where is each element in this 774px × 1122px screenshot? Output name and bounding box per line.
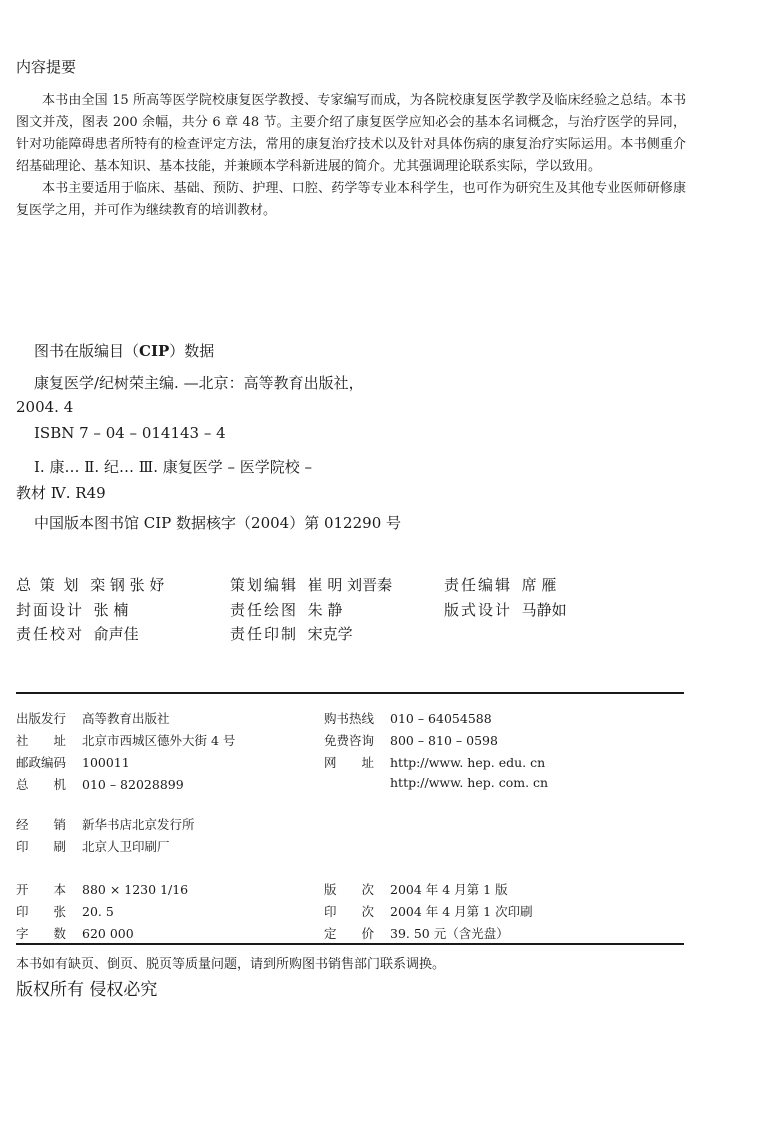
pub-postcode	[16, 753, 130, 771]
credit-responsible-editor	[444, 574, 556, 595]
summary-title: 内容提要	[16, 58, 77, 76]
credit-name: 俞声佳	[93, 625, 139, 643]
credit-name: 宋克学	[307, 625, 353, 643]
pub-key: 总 机	[16, 777, 67, 792]
cip-heading-cip: CIP	[139, 342, 170, 360]
cip-heading-pre: 图书在版编目（	[34, 342, 140, 360]
pub-key: 邮政编码	[16, 755, 67, 770]
cip-line-6: 中国版本图书馆 CIP 数据核字（2004）第 012290 号	[34, 514, 402, 532]
credit-label: 责任校对	[16, 625, 85, 643]
pub-key: 开 本	[16, 882, 67, 897]
credit-name: 张 楠	[93, 601, 129, 619]
pub-value: 010 – 64054588	[390, 711, 492, 726]
pub-distributor	[16, 815, 195, 833]
quality-notice: 本书如有缺页、倒页、脱页等质量问题，请到所购图书销售部门联系调换。	[16, 957, 446, 972]
pub-key: 出版发行	[16, 711, 67, 726]
pub-key: 印 次	[324, 904, 375, 919]
cip-heading-post: ）数据	[169, 342, 215, 360]
cip-line-3: ISBN 7 – 04 – 014143 – 4	[34, 424, 226, 442]
credit-printing	[230, 623, 353, 644]
credit-label: 责任编辑	[444, 576, 513, 594]
pub-value: 620 000	[82, 926, 134, 941]
credit-cover-design	[16, 599, 128, 620]
pub-value: 2004 年 4 月第 1 版	[390, 882, 508, 897]
credit-label: 总 策 划	[16, 576, 81, 594]
pub-value: 2004 年 4 月第 1 次印刷	[390, 904, 533, 919]
pub-value: 新华书店北京发行所	[82, 817, 195, 832]
pub-key: 经 销	[16, 817, 67, 832]
copyright-notice: 版权所有 侵权必究	[16, 980, 158, 1000]
credit-planning-editor	[230, 574, 392, 595]
pub-address	[16, 731, 235, 749]
pub-key: 购书热线	[324, 711, 375, 726]
pub-value: 800 – 810 – 0598	[390, 733, 498, 748]
cip-line-1: 康复医学/纪树荣主编. —北京：高等教育出版社，	[34, 374, 364, 392]
pub-value: 高等教育出版社	[82, 711, 170, 726]
pub-value: 20. 5	[82, 904, 114, 919]
pub-value: 北京市西城区德外大街 4 号	[82, 733, 236, 748]
pub-value: 北京人卫印刷厂	[82, 839, 170, 854]
credit-label: 责任绘图	[230, 601, 299, 619]
spec-price	[324, 924, 509, 942]
credit-label: 责任印制	[230, 625, 299, 643]
credit-label: 封面设计	[16, 601, 85, 619]
pub-value: http://www. hep. edu. cn	[390, 755, 546, 770]
summary-paragraph-2: 本书主要适用于临床、基础、预防、护理、口腔、药学等专业本科学生，也可作为研究生及其他专业医师研修康复医学之用，并可作为继续教育的培训教材。	[16, 181, 686, 218]
credit-layout-design	[444, 599, 567, 620]
pub-value: http://www. hep. com. cn	[390, 775, 549, 790]
pub-key: 社 址	[16, 733, 67, 748]
pub-switchboard	[16, 775, 184, 793]
pub-key: 字 数	[16, 926, 67, 941]
pub-key: 网 址	[324, 755, 375, 770]
pub-value: 100011	[82, 755, 130, 770]
cip-line-5: 教材 Ⅳ. R49	[16, 484, 106, 502]
credit-name: 席 雁	[521, 576, 557, 594]
pub-value: 880 × 1230 1/16	[82, 882, 189, 897]
credit-name: 朱 静	[307, 601, 343, 619]
pub-key: 免费咨询	[324, 733, 375, 748]
cip-heading	[34, 340, 214, 361]
pub-free-consult	[324, 731, 498, 749]
cip-line-4: Ⅰ. 康… Ⅱ. 纪… Ⅲ. 康复医学 – 医学院校 –	[34, 458, 313, 476]
spec-printing	[324, 902, 533, 920]
pub-key: 定 价	[324, 926, 375, 941]
pub-value: 010 – 82028899	[82, 777, 184, 792]
spec-edition	[324, 880, 508, 898]
credit-name: 崔 明 刘晋秦	[307, 576, 393, 594]
pub-printer	[16, 837, 170, 855]
summary-paragraph-1: 本书由全国 15 所高等医学院校康复医学教授、专家编写而成，为各院校康复医学教学及临床经验之总结。本书图文并茂，图表 200 余幅，共分 6 章 48 节。主要介绍了康复医学应知必会的基本名词概念，与治疗医学的异同，针对功能障碍患者所特有的检查评定方法，常用的康复治疗技术以及针对具体伤病的康复治疗实际运用。本书侧重介绍基础理论、基本知识、基本技能，并兼顾本学科新进展的简介。尤其强调理论联系实际，学以致用。	[16, 93, 686, 174]
cip-line-2: 2004. 4	[16, 398, 74, 416]
summary-body	[16, 90, 686, 222]
credit-name: 马静如	[521, 601, 567, 619]
pub-website-2	[324, 775, 548, 790]
credit-label: 版式设计	[444, 601, 513, 619]
credit-name: 栾 钢 张 妤	[90, 576, 165, 594]
pub-key: 印 张	[16, 904, 67, 919]
credit-proofreading	[16, 623, 139, 644]
pub-key: 版 次	[324, 882, 375, 897]
top-divider	[16, 692, 684, 694]
credit-illustration	[230, 599, 342, 620]
pub-hotline	[324, 709, 492, 727]
bottom-divider	[16, 943, 684, 945]
pub-website-1	[324, 753, 545, 771]
spec-format	[16, 880, 188, 898]
credit-label: 策划编辑	[230, 576, 299, 594]
pub-value: 39. 50 元（含光盘）	[390, 926, 509, 941]
spec-sheets	[16, 902, 114, 920]
credit-chief-planner	[16, 574, 164, 595]
pub-key: 印 刷	[16, 839, 67, 854]
spec-word-count	[16, 924, 134, 942]
pub-publisher	[16, 709, 170, 727]
